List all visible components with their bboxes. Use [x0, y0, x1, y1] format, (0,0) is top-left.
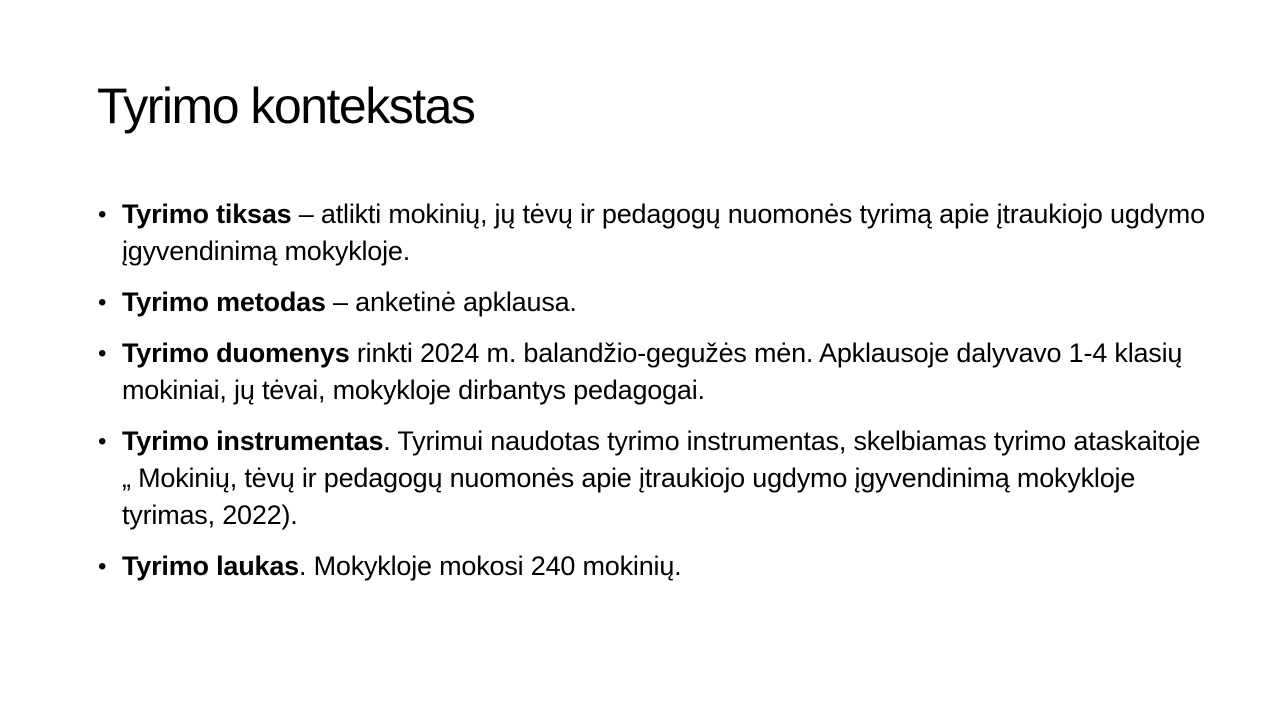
bullet-term: Tyrimo duomenys	[122, 338, 350, 368]
bullet-icon: •	[98, 340, 107, 367]
bullet-term: Tyrimo laukas	[122, 551, 299, 581]
slide-title: Tyrimo kontekstas	[97, 78, 475, 134]
bullet-text: – atlikti mokinių, jų tėvų ir pedagogų nuomonės tyrimą apie įtraukiojo ugdymo įgyvendinimą mokykloje.	[122, 199, 1205, 266]
bullet-term: Tyrimo tiksas	[122, 199, 292, 229]
bullet-text: . Mokykloje mokosi 240 mokinių.	[298, 551, 682, 581]
bullet-text: rinkti 2024 m. balandžio-gegužės mėn. Apklausoje dalyvavo 1-4 klasių mokiniai, jų tėvai, mokykloje dirbantys pedagogai.	[122, 338, 1183, 405]
bullet-text: . Tyrimui naudotas tyrimo instrumentas, skelbiamas tyrimo ataskaitoje „ Mokinių, tėvų ir pedagogų nuomonės apie įtraukiojo ugdymo įgyvendinimą mokykloje tyrimas, 2022).	[122, 426, 1201, 530]
bullet-list	[96, 196, 1206, 585]
bullet-icon: •	[98, 553, 107, 580]
bullet-icon: •	[98, 428, 107, 455]
bullet-term: Tyrimo metodas	[122, 287, 326, 317]
bullet-term: Tyrimo instrumentas	[122, 426, 384, 456]
bullet-item-goal	[96, 196, 1206, 270]
bullet-item-method	[96, 284, 1206, 321]
bullet-item-instrument	[96, 423, 1206, 534]
bullet-icon: •	[98, 289, 107, 316]
bullet-icon: •	[98, 201, 107, 228]
bullet-item-data	[96, 335, 1206, 409]
bullet-item-field	[96, 548, 1206, 585]
bullet-text: – anketinė apklausa.	[325, 287, 577, 317]
